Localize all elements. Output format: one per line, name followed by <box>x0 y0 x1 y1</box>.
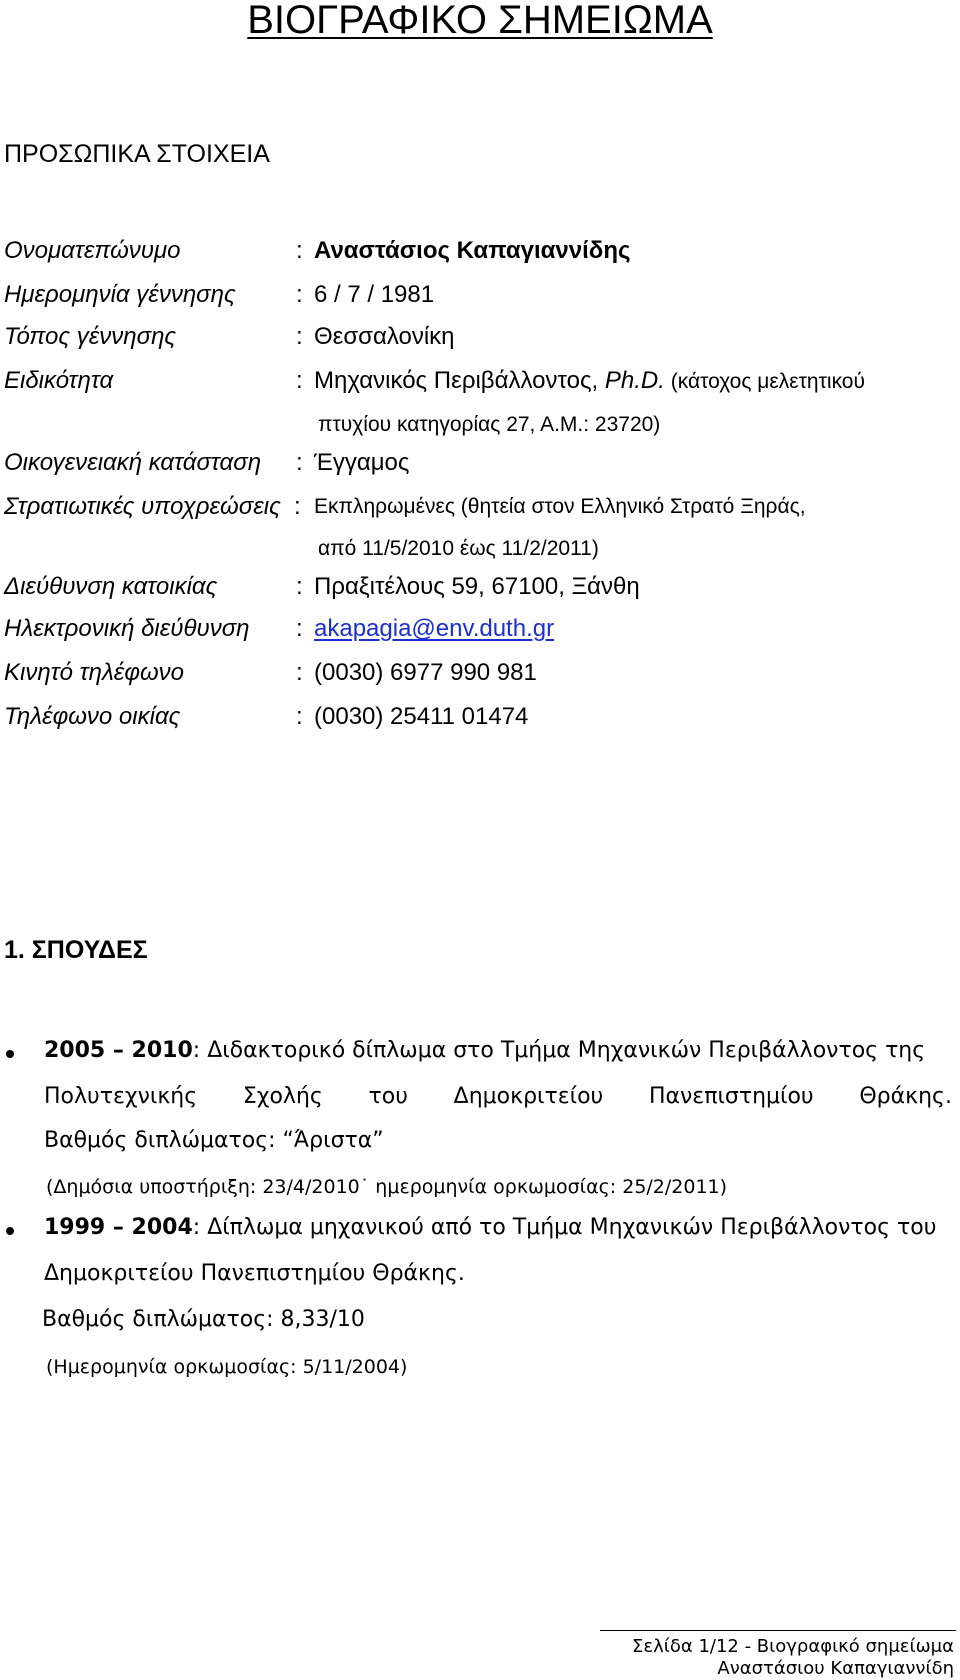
info-value-birth-date: 6 / 7 / 1981 <box>314 281 435 308</box>
info-value-birth-place: Θεσσαλονίκη <box>314 323 455 350</box>
specialty-continuation: πτυχίου κατηγορίας 27, Α.Μ.: 23720) <box>318 413 661 436</box>
education-degree: Δίπλωμα μηχανικού από το Τμήμα Μηχανικών Περιβάλλοντος του <box>207 1215 937 1240</box>
info-label-mobile: Κινητό τηλέφωνο <box>4 659 185 686</box>
personal-info-heading: ΠΡΟΣΩΠΙΚΑ ΣΤΟΙΧΕΙΑ <box>4 140 270 168</box>
education-years: 1999 – 2004 <box>44 1215 193 1240</box>
education-word: Σχολής <box>242 1084 323 1109</box>
document-title: ΒΙΟΓΡΑΦΙΚΟ ΣΗΜΕΙΩΜΑ <box>247 0 713 42</box>
info-value-home-phone: (0030) 25411 01474 <box>314 703 529 730</box>
education-word: Πανεπιστημίου <box>648 1084 814 1109</box>
education-grade: Βαθμός διπλώματος: 8,33/10 <box>42 1307 365 1332</box>
specialty-phd: Ph.D. <box>604 367 665 394</box>
education-note: (Δημόσια υποστήριξη: 23/4/2010˙ ημερομηνία ορκωμοσίας: 25/2/2011) <box>46 1176 728 1198</box>
military-continuation: από 11/5/2010 έως 11/2/2011) <box>318 537 599 560</box>
info-label-email: Ηλεκτρονική διεύθυνση <box>4 615 250 642</box>
education-colon: : <box>192 1215 208 1240</box>
education-line-justified <box>44 1082 952 1112</box>
info-value-name: Αναστάσιος Καπαγιαννίδης <box>314 237 631 264</box>
info-value-specialty <box>314 366 865 397</box>
specialty-main: Μηχανικός Περιβάλλοντος, <box>314 367 605 394</box>
specialty-note: (κάτοχος μελετητικού <box>664 370 865 393</box>
info-label-birth-place: Τόπος γέννησης <box>4 323 177 350</box>
info-label-home-phone: Τηλέφωνο οικίας <box>4 703 181 730</box>
info-label-marital: Οικογενειακή κατάσταση <box>4 449 262 476</box>
info-separator: : <box>296 573 303 600</box>
info-separator: : <box>296 367 303 394</box>
info-separator: : <box>296 659 303 686</box>
info-label-name: Ονοματεπώνυμο <box>4 237 181 264</box>
info-label-military: Στρατιωτικές υποχρεώσεις <box>4 493 281 520</box>
education-word: Δημοκριτείου <box>453 1084 604 1109</box>
education-word: Θράκης. <box>859 1084 952 1109</box>
footer-page-info: Σελίδα 1/12 - Βιογραφικό σημείωμα <box>632 1636 954 1657</box>
education-word: του <box>368 1084 408 1109</box>
info-separator: : <box>296 615 303 642</box>
education-note: (Ημερομηνία ορκωμοσίας: 5/11/2004) <box>46 1356 408 1378</box>
footer-divider <box>600 1630 956 1631</box>
bullet-icon <box>6 1227 14 1235</box>
education-grade: Βαθμός διπλώματος: “Άριστα” <box>44 1128 384 1153</box>
info-separator: : <box>296 703 303 730</box>
education-word: Πολυτεχνικής <box>44 1084 198 1109</box>
education-heading: 1. ΣΠΟΥΔΕΣ <box>4 936 148 964</box>
info-separator: : <box>296 237 303 264</box>
education-degree: Διδακτορικό δίπλωμα στο Τμήμα Μηχανικών Περιβάλλοντος της <box>207 1038 926 1063</box>
info-value-military: Εκπληρωμένες (θητεία στον Ελληνικό Στρατό Ξηράς, <box>314 495 806 518</box>
info-label-address: Διεύθυνση κατοικίας <box>4 573 218 600</box>
info-value-address: Πραξιτέλους 59, 67100, Ξάνθη <box>314 573 640 600</box>
footer-author: Αναστάσιου Καπαγιαννίδη <box>717 1658 954 1679</box>
education-colon: : <box>192 1038 208 1063</box>
bullet-icon <box>6 1050 14 1058</box>
education-years: 2005 – 2010 <box>44 1038 193 1063</box>
info-separator: : <box>296 281 303 308</box>
info-value-mobile: (0030) 6977 990 981 <box>314 659 537 686</box>
info-separator: : <box>294 493 301 520</box>
education-line: Δημοκριτείου Πανεπιστημίου Θράκης. <box>44 1261 465 1286</box>
info-value-marital: Έγγαμος <box>314 449 410 476</box>
education-line <box>44 1213 936 1243</box>
education-line <box>44 1036 925 1066</box>
email-link[interactable]: akapagia@env.duth.gr <box>314 615 555 642</box>
info-label-birth-date: Ημερομηνία γέννησης <box>4 281 236 308</box>
info-label-specialty: Ειδικότητα <box>4 367 114 394</box>
info-separator: : <box>296 323 303 350</box>
info-separator: : <box>296 449 303 476</box>
